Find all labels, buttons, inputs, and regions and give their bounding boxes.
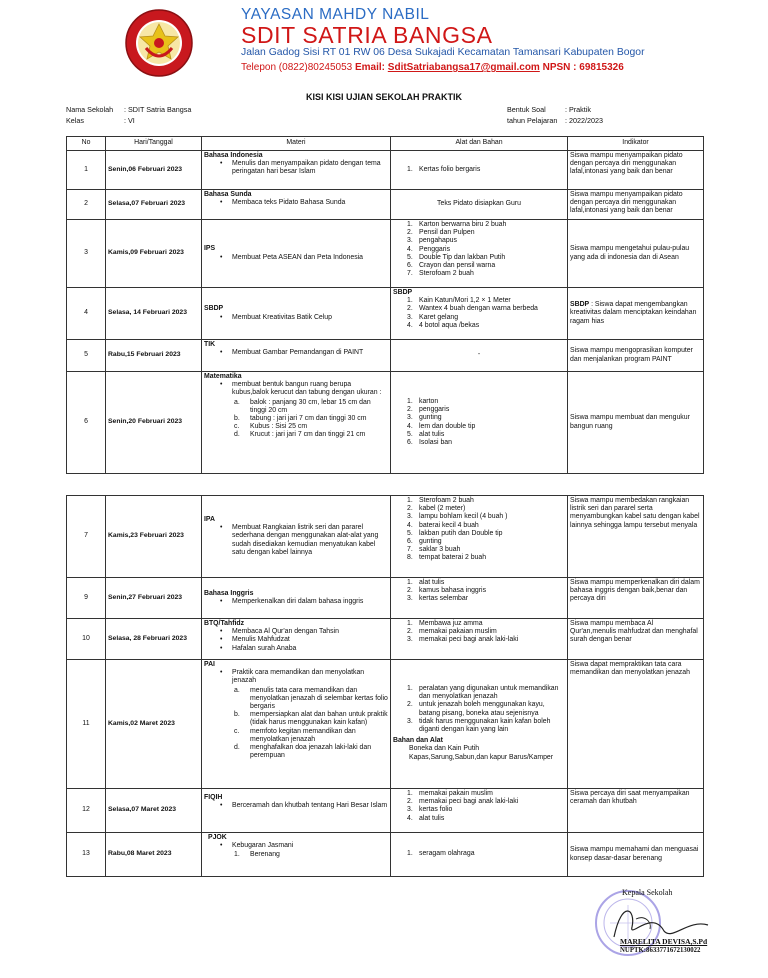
row-materi: [202, 340, 391, 372]
row-indikator: Siswa mampu mengoprasikan komputer dan menjalankan program PAINT: [568, 340, 704, 372]
alat-item: 3. kertas folio: [393, 806, 565, 814]
table-header-row: [67, 137, 704, 151]
materi-subitem: 1. Berenang: [204, 851, 388, 859]
table-row: [67, 789, 704, 833]
table-row: [67, 220, 704, 288]
row-no: 7: [67, 496, 106, 578]
alat-item: 6. gunting: [393, 538, 565, 546]
row-alat: -: [391, 340, 568, 372]
materi-subitem: a. menulis tata cara memandikan dan menyolatkan jenazah di selembar kertas folio bergaris: [204, 687, 388, 712]
alat-subhead: Bahan dan Alat: [393, 737, 443, 745]
alat-item: 6. Crayon dan pensil warna: [393, 262, 565, 270]
document-title: KISI KISI UJIAN SEKOLAH PRAKTIK: [305, 92, 462, 102]
materi-item: • Kebugaran Jasmani: [204, 842, 388, 850]
subject-label: SBDP: [204, 305, 224, 313]
row-materi: [202, 789, 391, 833]
email-link[interactable]: SditSatriabangsa17@gmail.com: [387, 62, 540, 73]
indikator-text: : Siswa dapat mengembangkan kreativitas dalam menciptakan keindahan ragam hias: [570, 301, 697, 325]
subject-label: IPS: [204, 245, 216, 253]
table-row: [67, 578, 704, 619]
row-alat: [391, 619, 568, 660]
row-no: 4: [67, 288, 106, 340]
materi-subitem: b. mempersiapkan alat dan bahan untuk praktik (tidak harus menggunakan kain kafan): [204, 711, 388, 727]
table-row: [67, 288, 704, 340]
alat-item: 2. memakai pakaian muslim: [393, 628, 565, 636]
letterhead: [0, 0, 768, 86]
row-date: Selasa,07 Februari 2023: [106, 190, 202, 220]
row-no: 1: [67, 151, 106, 190]
foundation-name: YAYASAN MAHDY NABIL: [241, 6, 430, 23]
alat-item: 8. tempat baterai 2 buah: [393, 554, 565, 562]
alat-item: 1. Karton berwarna biru 2 buah: [393, 221, 565, 229]
meta-class-value: : VI: [124, 116, 135, 125]
row-alat: [391, 288, 568, 340]
alat-item: 2. Pensil dan Pulpen: [393, 229, 565, 237]
materi-subitem: c. memfoto kegitan memandikan dan menyolatkan jenazah: [204, 728, 388, 744]
materi-subitem: b. tabung : jari jari 7 cm dan tinggi 30 cm: [204, 415, 388, 423]
materi-item: • Membaca Al Qur'an dengan Tahsin: [204, 628, 388, 636]
col-materi: Materi: [202, 137, 391, 151]
materi-item: • Membuat Peta ASEAN dan Peta Indonesia: [204, 254, 388, 262]
meta-school-value: : SDIT Satria Bangsa: [124, 105, 192, 114]
row-indikator: Siswa dapat mempraktikan tata cara memandikan dan menyolatkan jenazah: [568, 660, 704, 789]
alat-item: 7. Sterofoam 2 buah: [393, 270, 565, 278]
materi-item: • Berceramah dan khutbah tentang Hari Besar Islam: [204, 802, 388, 810]
row-alat: [391, 220, 568, 288]
materi-subitem: a. balok : panjang 30 cm, lebar 15 cm dan tinggi 20 cm: [204, 399, 388, 415]
row-materi: [202, 190, 391, 220]
materi-subitem: d. Krucut : jari jari 7 cm dan tinggi 21 cm: [204, 431, 388, 439]
row-alat: [391, 496, 568, 578]
row-no: 11: [67, 660, 106, 789]
row-materi: [202, 372, 391, 474]
materi-item: • Membaca teks Pidato Bahasa Sunda: [204, 199, 388, 207]
row-indikator: Siswa mampu menyampaikan pidato dengan percaya diri menggunakan lafal,intonasi yang baik dan benar: [568, 151, 704, 190]
meta-class-key: Kelas: [66, 116, 84, 125]
materi-item: • membuat bentuk bangun ruang berupa kubus,balok kerucut dan tabung dengan ukuran :: [204, 381, 388, 397]
alat-item: 4. alat tulis: [393, 815, 565, 823]
row-date: Selasa, 14 Februari 2023: [106, 288, 202, 340]
col-no: No: [67, 137, 106, 151]
alat-item: 5. alat tulis: [393, 431, 565, 439]
subject-label: PAI: [204, 661, 215, 668]
row-alat: [391, 372, 568, 474]
row-indikator: Siswa mampu membaca Al Qur'an,menulis mahfudzat dan menghafal surah dengan benar: [568, 619, 704, 660]
row-materi: [202, 619, 391, 660]
row-date: Kamis,23 Februari 2023: [106, 496, 202, 578]
meta-year-value: : 2022/2023: [565, 116, 603, 125]
alat-item: 4. Penggaris: [393, 246, 565, 254]
materi-item: • Memperkenalkan diri dalam bahasa inggris: [204, 598, 388, 606]
materi-item: • Hafalan surah Anaba: [204, 645, 388, 653]
row-date: Kamis,02 Maret 2023: [106, 660, 202, 789]
alat-item: 3. lampu bohlam kecil (4 buah ): [393, 513, 565, 521]
table-row: [67, 660, 704, 789]
row-no: 6: [67, 372, 106, 474]
row-indikator: Siswa mampu membedakan rangkaian listrik seri dan pararel serta menyambungkan kabel satu dengan kabel lainnya sehingga lampu tersebut menyala: [568, 496, 704, 578]
row-date: Senin,27 Februari 2023: [106, 578, 202, 619]
phone-text: Telepon (0822)80245053: [241, 62, 353, 73]
alat-item: 1. Kertas folio bergaris: [393, 166, 565, 174]
row-alat: [391, 578, 568, 619]
alat-item: 1. Membawa juz amma: [393, 620, 565, 628]
row-no: 13: [67, 833, 106, 877]
row-materi: [202, 660, 391, 789]
alat-subitem: Kapas,Sarung,Sabun,dan kapur Barus/Kamper: [409, 753, 554, 761]
row-no: 3: [67, 220, 106, 288]
col-alat: Alat dan Bahan: [391, 137, 568, 151]
subject-label: PJOK: [208, 834, 227, 841]
meta-left: [66, 104, 191, 126]
alat-subitem: Boneka dan Kain Putih: [409, 745, 480, 753]
row-indikator: [568, 288, 704, 340]
grid-table-page-1: [66, 136, 704, 474]
row-alat: [391, 833, 568, 877]
materi-item: • Praktik cara memandikan dan menyolatkan jenazah: [204, 669, 388, 685]
row-indikator: Siswa percaya diri saat menyampaikan ceramah dan khutbah: [568, 789, 704, 833]
materi-item: • Menulis dan menyampaikan pidato dengan tema peringatan hari besar Islam: [204, 160, 388, 176]
alat-item: 7. saklar 3 buah: [393, 546, 565, 554]
alat-head: SBDP: [393, 289, 413, 296]
alat-item: 3. gunting: [393, 414, 565, 422]
row-date: Rabu,15 Februari 2023: [106, 340, 202, 372]
subject-label: IPA: [204, 515, 215, 523]
row-materi: [202, 578, 391, 619]
row-alat: [391, 151, 568, 190]
alat-item: 4. lem dan double tip: [393, 423, 565, 431]
table-row: [67, 496, 704, 578]
materi-subitem: c. Kubus : Sisi 25 cm: [204, 423, 388, 431]
school-address: Jalan Gadog Sisi RT 01 RW 06 Desa Sukajadi Kecamatan Tamansari Kabupaten Bogor: [241, 47, 645, 58]
row-indikator: Siswa mampu memahami dan menguasai konsep dasar-dasar berenang: [568, 833, 704, 877]
row-alat: [391, 789, 568, 833]
grid-table-page-2: [66, 495, 704, 877]
alat-item: 5. lakban putih dan Double tip: [393, 530, 565, 538]
col-indikator: Indikator: [568, 137, 704, 151]
row-indikator: Siswa mampu memperkenalkan diri dalam bahasa inggris dengan baik,benar dan percaya diri: [568, 578, 704, 619]
meta-type-value: : Praktik: [565, 105, 591, 114]
row-materi: [202, 833, 391, 877]
subject-label: Bahasa Inggris: [204, 589, 254, 597]
row-date: Selasa,07 Maret 2023: [106, 789, 202, 833]
signature-nuptk: NUPTK:8633771672130022: [620, 947, 701, 954]
row-date: Rabu,08 Maret 2023: [106, 833, 202, 877]
alat-item: 4. baterai kecil 4 buah: [393, 522, 565, 530]
table-row: [67, 151, 704, 190]
alat-item: 1. Sterofoam 2 buah: [393, 497, 565, 505]
table-row: [67, 340, 704, 372]
table-row: [67, 190, 704, 220]
materi-item: • Membuat Rangkaian listrik seri dan pararel sederhana dengan menggunakan alat-alat yang sudah disediakan kemudian menyatukan kabel satu dengan kabel lainnya: [204, 524, 388, 557]
alat-item: 2. untuk jenazah boleh menggunakan kayu, batang pisang, boneka atau sejenisnya: [393, 701, 565, 717]
alat-item: 2. Wantex 4 buah dengan warna berbeda: [393, 305, 565, 313]
table-row: [67, 619, 704, 660]
alat-item: 1. karton: [393, 398, 565, 406]
alat-item: 6. Isolasi ban: [393, 439, 565, 447]
npsn-text: NPSN : 69815326: [542, 62, 624, 73]
alat-item: 2. kamus bahasa inggris: [393, 587, 565, 595]
subject-label: Bahasa Sunda: [204, 191, 252, 198]
col-date: Hari/Tanggal: [106, 137, 202, 151]
school-contact: [241, 62, 624, 73]
alat-item: 4. 4 botol aqua /bekas: [393, 322, 565, 330]
alat-item: 2. memakai peci bagi anak laki-laki: [393, 798, 565, 806]
alat-item: 1. seragam olahraga: [393, 850, 565, 858]
indikator-head: SBDP: [570, 301, 590, 309]
table-row: [67, 372, 704, 474]
row-date: Senin,20 Februari 2023: [106, 372, 202, 474]
row-indikator: Siswa mampu mengetahui pulau-pulau yang ada di indonesia dan di Asean: [568, 220, 704, 288]
row-materi: [202, 496, 391, 578]
row-no: 12: [67, 789, 106, 833]
subject-label: TIK: [204, 341, 216, 348]
signature-name: MARELITA DEVISA,S.Pd: [620, 937, 708, 946]
row-date: Selasa, 28 Februari 2023: [106, 619, 202, 660]
alat-item: 2. kabel (2 meter): [393, 505, 565, 513]
alat-item: 3. tidak harus menggunakan kain kafan boleh diganti dengan kain yang lain: [393, 718, 565, 734]
meta-year-key: tahun Pelajaran: [507, 116, 558, 125]
subject-label: Bahasa Indonesia: [204, 152, 263, 159]
alat-item: 1. memakai pakain muslim: [393, 790, 565, 798]
row-indikator: Siswa mampu membuat dan mengukur bangun ruang: [568, 372, 704, 474]
row-materi: [202, 288, 391, 340]
row-date: Kamis,09 Februari 2023: [106, 220, 202, 288]
row-date: Senin,06 Februari 2023: [106, 151, 202, 190]
row-no: 9: [67, 578, 106, 619]
row-alat: Teks Pidato disiapkan Guru: [391, 190, 568, 220]
row-indikator: Siswa mampu menyampaikan pidato dengan percaya diri menggunakan lafal,intonasi yang baik dan benar: [568, 190, 704, 220]
row-no: 5: [67, 340, 106, 372]
email-label: Email:: [355, 62, 386, 73]
meta-type-key: Bentuk Soal: [507, 105, 546, 114]
subject-label: BTQ/Tahfidz: [204, 620, 245, 627]
alat-item: 3. pengahapus: [393, 237, 565, 245]
alat-item: 5. Double Tip dan lakban Putih: [393, 254, 565, 262]
alat-item: 3. Karet gelang: [393, 314, 565, 322]
row-no: 2: [67, 190, 106, 220]
alat-item: 1. peralatan yang digunakan untuk memandikan dan menyolatkan jenazah: [393, 685, 565, 701]
row-alat: [391, 660, 568, 789]
materi-subitem: d. menghafalkan doa jenazah laki-laki dan perempuan: [204, 744, 388, 760]
school-logo: [124, 8, 194, 78]
materi-item: • Membuat Gambar Pemandangan di PAINT: [204, 349, 388, 357]
table-row: [67, 833, 704, 877]
alat-item: 1. alat tulis: [393, 579, 565, 587]
meta-right: [507, 104, 603, 126]
materi-item: • Membuat Kreativitas Batik Celup: [204, 314, 388, 322]
alat-item: 1. Kain Katun/Mori 1,2 × 1 Meter: [393, 297, 565, 305]
subject-label: Matematika: [204, 373, 242, 380]
row-materi: [202, 220, 391, 288]
row-materi: [202, 151, 391, 190]
alat-item: 3. memakai peci bagi anak laki-laki: [393, 636, 565, 644]
alat-item: 3. kertas selembar: [393, 595, 565, 603]
signature-title: Kepala Sekolah: [622, 888, 673, 897]
materi-item: • Menulis Mahfudzat: [204, 636, 388, 644]
row-no: 10: [67, 619, 106, 660]
meta-school-key: Nama Sekolah: [66, 105, 114, 114]
alat-item: 2. penggaris: [393, 406, 565, 414]
school-name: SDIT SATRIA BANGSA: [241, 22, 493, 48]
subject-label: FIQIH: [204, 794, 223, 801]
